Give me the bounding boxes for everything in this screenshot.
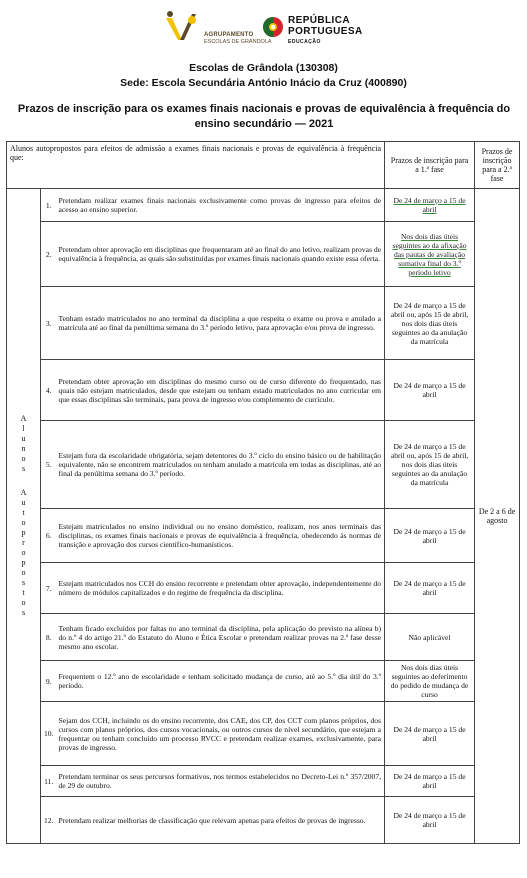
school-name: Escolas de Grândola (130308) xyxy=(189,62,338,74)
row-number: 10. xyxy=(41,702,57,766)
header-phase1: Prazos de inscrição para a 1.ª fase xyxy=(385,142,475,189)
school-seat: Sede: Escola Secundária António Inácio da Cruz (400890) xyxy=(120,77,407,89)
side-label-autopropostos: A u t o p r o p o s t o s xyxy=(20,488,29,617)
row-phase1-deadline: De 24 de março a 15 de abril xyxy=(385,360,475,421)
row-phase1-deadline: De 24 de março a 15 de abril ou, após 15 de abril, nos dois dias úteis seguintes ao da anulação da matrícula xyxy=(385,287,475,360)
agrupamento-logo xyxy=(162,8,272,52)
republica-flag-icon xyxy=(262,16,284,38)
header-main: Alunos autopropostos para efeitos de admissão a exames finais nacionais e provas de equivalência à frequência que: xyxy=(7,142,385,189)
row-description: Frequentem o 12.º ano de escolaridade e tenham solicitado mudança de curso, até ao 5.º dia útil do 3.º período. xyxy=(57,661,385,702)
table-row xyxy=(7,509,520,563)
row-number: 7. xyxy=(41,563,57,614)
row-description: Pretendam realizar melhorias de classificação que relevam apenas para efeitos de provas de ingresso. xyxy=(57,797,385,844)
deadlines-table xyxy=(6,141,520,844)
row-number: 4. xyxy=(41,360,57,421)
row-description: Tenham estado matriculados no ano terminal da disciplina a que respeita o exame ou prova e anulado a matrícula até ao final da penúltima semana do 3.º período letivo, para aprovação e/ou prova de ingresso. xyxy=(57,287,385,360)
republica-text-line1: REPÚBLICA xyxy=(288,15,350,26)
row-phase1-deadline: Não aplicável xyxy=(385,614,475,661)
republica-text-line2: PORTUGUESA xyxy=(288,26,363,37)
row-description: Tenham ficado excluídos por faltas no ano terminal da disciplina, pela aplicação do previsto na alínea b) do n.º 4 do artigo 21.º do Estatuto do Aluno e Ética Escolar e pretendam realizar provas na 2.ª fase desse mesmo ano escolar. xyxy=(57,614,385,661)
row-phase1-deadline: De 24 de março a 15 de abril ou, após 15 de abril, nos dois dias úteis seguintes ao da anulação da matrícula xyxy=(385,421,475,509)
table-row xyxy=(7,222,520,287)
row-phase1-deadline: De 24 de março a 15 de abril xyxy=(385,797,475,844)
row-number: 1. xyxy=(41,189,57,222)
row-number: 12. xyxy=(41,797,57,844)
table-row xyxy=(7,189,520,222)
row-phase1-deadline: Nos dois dias úteis seguintes ao da afixação das pautas de avaliação sumativa final do 3.º período letivo xyxy=(385,222,475,287)
side-label xyxy=(7,189,41,844)
row-description: Sejam dos CCH, incluindo os do ensino recorrente, dos CAE, dos CP, dos CCT com planos próprios, dos cursos com planos próprios, dos cursos vocacionais, ou outros cursos de nível secundário, que estejam a frequentar ou tenham concluído um processo RVCC e pretendam realizar exames, exclusivamente, para provas de ingresso. xyxy=(57,702,385,766)
row-number: 2. xyxy=(41,222,57,287)
row-number: 9. xyxy=(41,661,57,702)
table-row xyxy=(7,563,520,614)
table-header-row xyxy=(7,142,520,189)
agrupamento-logo-icon xyxy=(162,8,204,50)
row-phase1-deadline: Nos dois dias úteis seguintes ao deferimento do pedido de mudança de curso xyxy=(385,661,475,702)
page-title: Prazos de inscrição para os exames finais nacionais e provas de equivalência à frequência do ensino secundário — 2021 xyxy=(17,103,511,130)
table-row xyxy=(7,421,520,509)
table-row xyxy=(7,360,520,421)
row-number: 3. xyxy=(41,287,57,360)
table-row xyxy=(7,797,520,844)
table-row xyxy=(7,702,520,766)
row-number: 8. xyxy=(41,614,57,661)
row-phase1-deadline: De 24 de março a 15 de abril xyxy=(385,702,475,766)
row-phase1-deadline: De 24 de março a 15 de abril xyxy=(385,563,475,614)
phase2-deadline: De 2 a 6 de agosto xyxy=(475,189,520,844)
row-phase1-deadline: De 24 de março a 15 de abril xyxy=(385,189,475,222)
row-description: Pretendam obter aprovação em disciplinas que frequentaram até ao final do ano letivo, realizam provas de equivalência à frequência, as quais são substituídas por exames finais nacionais quando existe essa oferta. xyxy=(57,222,385,287)
row-description: Estejam matriculados nos CCH do ensino recorrente e pretendam obter aprovação, independentemente do número de módulos capitalizados e do regime de frequência da disciplina. xyxy=(57,563,385,614)
row-number: 11. xyxy=(41,766,57,797)
side-label-alunos: A l u n o s xyxy=(20,414,29,473)
table-row xyxy=(7,614,520,661)
republica-text-line3: EDUCAÇÃO xyxy=(288,39,321,45)
table-row xyxy=(7,287,520,360)
row-phase1-deadline: De 24 de março a 15 de abril xyxy=(385,509,475,563)
agrupamento-text-line1: AGRUPAMENTO xyxy=(204,32,254,38)
row-phase1-deadline: De 24 de março a 15 de abril xyxy=(385,766,475,797)
table-row xyxy=(7,766,520,797)
republica-logo xyxy=(262,14,372,46)
agrupamento-text-line2: ESCOLAS DE GRÂNDOLA xyxy=(204,39,272,45)
row-description: Estejam fora da escolaridade obrigatória, sejam detentores do 3.º ciclo do ensino básico ou de habilitação equivalente, não se encontrem matriculados ou tenham anulado a matrícula em todas as disciplinas, até ao final da penúltima semana do 3.º período. xyxy=(57,421,385,509)
table-row xyxy=(7,661,520,702)
row-description: Pretendam obter aprovação em disciplinas do mesmo curso ou de curso diferente do frequentado, nas quais não estejam matriculados, desde que estejam ou tenham estado matriculados no ano curricular em que essas disciplinas são terminais, para prova de ingresso e/ou complemento de currículo. xyxy=(57,360,385,421)
header-phase2: Prazos de inscrição para a 2.ª fase xyxy=(475,142,520,189)
row-description: Pretendam realizar exames finais nacionais exclusivamente como provas de ingresso para efeitos de acesso ao ensino superior. xyxy=(57,189,385,222)
row-description: Pretendam terminar os seus percursos formativos, nos termos estabelecidos no Decreto-Lei n.º 357/2007, de 29 de outubro. xyxy=(57,766,385,797)
row-number: 6. xyxy=(41,509,57,563)
row-description: Estejam matriculados no ensino individual ou no ensino doméstico, realizam, nos anos terminais das disciplinas, os exames finais nacionais e provas de equivalência à frequência, obedecendo às normas de transição e aprovação dos cursos científico-humanísticos. xyxy=(57,509,385,563)
page-header xyxy=(0,0,527,60)
row-number: 5. xyxy=(41,421,57,509)
